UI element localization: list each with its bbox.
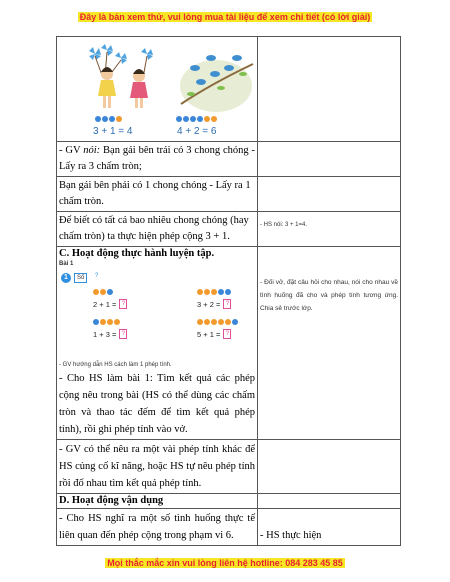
dot-row-p2	[197, 289, 231, 295]
cho-hs-lam-text: - Cho HS làm bài 1: Tìm kết quả các phép cộng nêu trong bài (HS có thể dùng các chấm tròn và thao tác đếm để tìm kết quả phép tính), rồi ghi phép tính vào vở.	[59, 373, 255, 435]
dot-row-p3	[93, 319, 120, 325]
problem-1: 2 + 1 = ?	[93, 299, 127, 309]
dot-orange	[204, 116, 210, 122]
dot-orange	[116, 116, 122, 122]
ban-gai-phai-text: Bạn gái bên phải có 1 chong chóng - Lấy ra 1 chấm tròn.	[59, 180, 251, 207]
dot-blue	[190, 116, 196, 122]
section-c-title: C. Hoạt động thực hành luyện tập.	[59, 248, 215, 259]
table-row	[57, 212, 401, 247]
problem-3: 1 + 3 = ?	[93, 329, 127, 339]
de-biet-text: Để biết có tất cả bao nhiêu chong chóng (hay chấm tròn) ta thực hiện phép cộng 3 + 1.	[59, 215, 249, 242]
dot-row-p1	[93, 289, 113, 295]
answer-box[interactable]: ?	[119, 329, 127, 339]
birds-branch-image	[171, 44, 261, 114]
dot-blue	[176, 116, 182, 122]
preview-banner: Đây là bản xem thử, vui lòng mua tài liệu để xem chi tiết (có lời giải)	[79, 12, 371, 22]
dot-blue	[197, 116, 203, 122]
bai-1-label: Bài 1	[59, 261, 74, 267]
problem-2: 3 + 2 = ?	[197, 299, 231, 309]
table-row	[57, 177, 401, 212]
gv-huong-dan-text: - GV hướng dẫn HS cách làm 1 phép tính.	[59, 362, 172, 368]
dot-blue	[102, 116, 108, 122]
cho-hs-nghi-text: - Cho HS nghĩ ra một số tình huống thực tế liên quan đến phép cộng trong phạm vi 6.	[59, 513, 255, 541]
girls-pinwheels-image	[77, 44, 167, 114]
so-label: Số	[74, 273, 87, 283]
answer-box[interactable]: ?	[119, 299, 127, 309]
exercise-number-badge: 1	[61, 273, 71, 283]
dot-blue	[95, 116, 101, 122]
table-row	[57, 494, 401, 509]
table-row	[57, 247, 401, 440]
dot-row-p4	[197, 319, 238, 325]
answer-box[interactable]: ?	[223, 329, 231, 339]
right-equation: 4 + 2 = 6	[177, 126, 217, 137]
dot-orange	[211, 116, 217, 122]
gv-noi-text: - GV nói: Bạn gái bên trái có 3 chong chóng - Lấy ra 3 chấm tròn;	[59, 145, 255, 172]
left-dot-row	[95, 116, 122, 122]
table-row	[57, 142, 401, 177]
question-mark: ?	[95, 273, 99, 279]
illustration	[59, 38, 255, 140]
table-row	[57, 440, 401, 494]
hotline-banner: Mọi thắc mắc xin vui lòng liên hệ hotline: 084 283 45 85	[107, 558, 343, 568]
doi-vo-note: - Đối vở, đặt câu hỏi cho nhau, nói cho nhau về tình huống đã cho và phép tính tương ứng. Chia sẻ trước lớp.	[260, 279, 398, 312]
table-row	[57, 509, 401, 546]
exercise-1	[59, 269, 255, 361]
dot-blue	[183, 116, 189, 122]
hs-noi-text: - HS nói: 3 + 1=4.	[260, 222, 308, 228]
left-equation: 3 + 1 = 4	[93, 126, 133, 137]
hs-thuc-hien-text: - HS thực hiện	[260, 530, 322, 541]
right-dot-row	[176, 116, 217, 122]
answer-box[interactable]: ?	[223, 299, 231, 309]
problem-4: 5 + 1 = ?	[197, 329, 231, 339]
dot-blue	[109, 116, 115, 122]
lesson-table	[56, 36, 401, 546]
section-d-title: D. Hoạt động vận dụng	[59, 495, 164, 506]
gv-co-the-text: - GV có thể nêu ra một vài phép tính khác để HS củng cố kĩ năng, hoặc HS tự nêu phép tính rồi đố nhau tìm kết quả phép tính.	[59, 444, 255, 489]
illustration-row	[57, 37, 401, 142]
